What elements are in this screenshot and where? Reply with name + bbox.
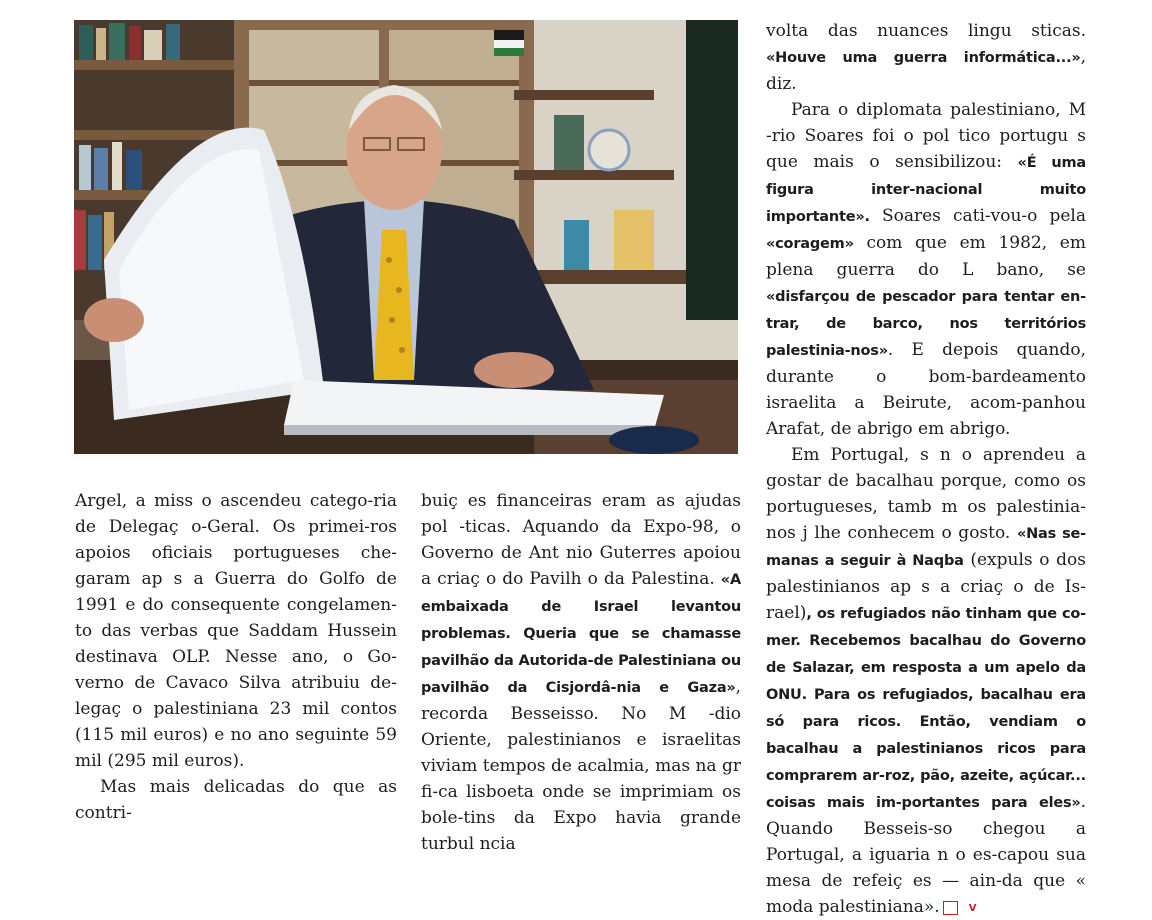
column3-text-2a: Para o diplomata palestiniano, M -rio Soares foi o pol tico portugu s que mais o sensibilizou: bbox=[766, 100, 1086, 172]
column3-paragraph-2 bbox=[766, 97, 1086, 442]
column3-text-3a: Em Portugal, s n o aprendeu a gostar de bacalhau porque, como os portugueses, tamb m os palestinia-nos j lhe conhecem o gosto. bbox=[766, 445, 1086, 543]
column3-quote-1: «Houve uma guerra informática...» bbox=[766, 50, 1081, 66]
article-end-mark-icon: V bbox=[943, 901, 958, 915]
column3-paragraph-1 bbox=[766, 18, 1086, 97]
column3-quote-2: «É uma figura inter-nacional muito importante». bbox=[766, 155, 1086, 225]
column2-text-b: , recorda Besseisso. No M -dio Oriente, palestinianos e israelitas viviam tempos de acalmia, mas na gr fi-ca lisboeta onde se imprimiam os bole-tins da Expo havia grande turbul ncia bbox=[421, 677, 741, 854]
column3-text-2d: . E depois quando, durante o bom-bardeamento israelita a Beirute, acom-panhou Arafat, de abrigo em abrigo. bbox=[766, 340, 1086, 439]
column3-quote-5: «Nas se-manas a seguir à Naqba bbox=[766, 526, 1086, 569]
column3-text-1a: volta das nuances lingu sticas. bbox=[766, 21, 1086, 41]
photo-man-reading-documents-icon bbox=[74, 20, 738, 454]
column2-text-a: buiç es financeiras eram as ajudas pol -ticas. Aquando da Expo-98, o Governo de Ant nio Guterres apoiou a criaç o do Pavilh o da Palestina. bbox=[421, 491, 741, 589]
column3-quote-4: «disfarçou de pescador para tentar en-trar, de barco, nos territórios palestinia-nos» bbox=[766, 289, 1086, 359]
column3-text-2c: com que em 1982, em plena guerra do L bano, se bbox=[766, 233, 1086, 280]
column3-text-2b: Soares cati-vou-o pela bbox=[869, 206, 1086, 226]
column3-text-3b: (expuls o dos palestinianos ap s a criaç o de Is-rael) bbox=[766, 550, 1087, 623]
column3-quote-6: , os refugiados não tinham que co-mer. Recebemos bacalhau do Governo de Salazar, em resposta a um apelo da ONU. Para os refugiados, bacalhau era só para ricos. Então, vendiam o bacalhau a palestinianos ricos para comprarem ar-roz, pão, azeite, açúcar... coisas mais im-portantes para eles» bbox=[766, 606, 1086, 811]
column2-quote-1: «A embaixada de Israel levantou problemas. Queria que se chamasse pavilhão da Autorida-de Palestiniana ou pavilhão da Cisjordâ-nia e Gaza» bbox=[421, 572, 741, 696]
text-column-3 bbox=[766, 18, 1086, 920]
article-photo bbox=[74, 20, 738, 454]
column3-text-1b: , diz. bbox=[766, 47, 1086, 94]
column1-paragraph-1: Argel, a miss o ascendeu catego-ria de Delegaç o-Geral. Os primei-ros apoios oficiais portugueses che-garam ap s a Guerra do Golfo de 1991 e do consequente congelamen-to das verbas que Saddam Hussein destinava OLP. Nesse ano, o Go-verno de Cavaco Silva atribuiu de-legaç o palestiniana 23 mil contos (115 mil euros) e no ano seguinte 59 mil (295 mil euros). bbox=[75, 491, 397, 771]
column3-text-3c: . Quando Besseis-so chegou a Portugal, a iguaria n o es-capou sua mesa de refeiç es — ain-da que « moda palestiniana». bbox=[766, 792, 1086, 917]
column3-quote-3: «coragem» bbox=[766, 236, 854, 252]
text-column-2 bbox=[421, 488, 741, 857]
column2-paragraph-1 bbox=[421, 488, 741, 857]
column3-paragraph-3 bbox=[766, 442, 1086, 920]
column1-paragraph-2: Mas mais delicadas do que as contri- bbox=[75, 777, 397, 823]
text-column-1 bbox=[75, 488, 397, 826]
